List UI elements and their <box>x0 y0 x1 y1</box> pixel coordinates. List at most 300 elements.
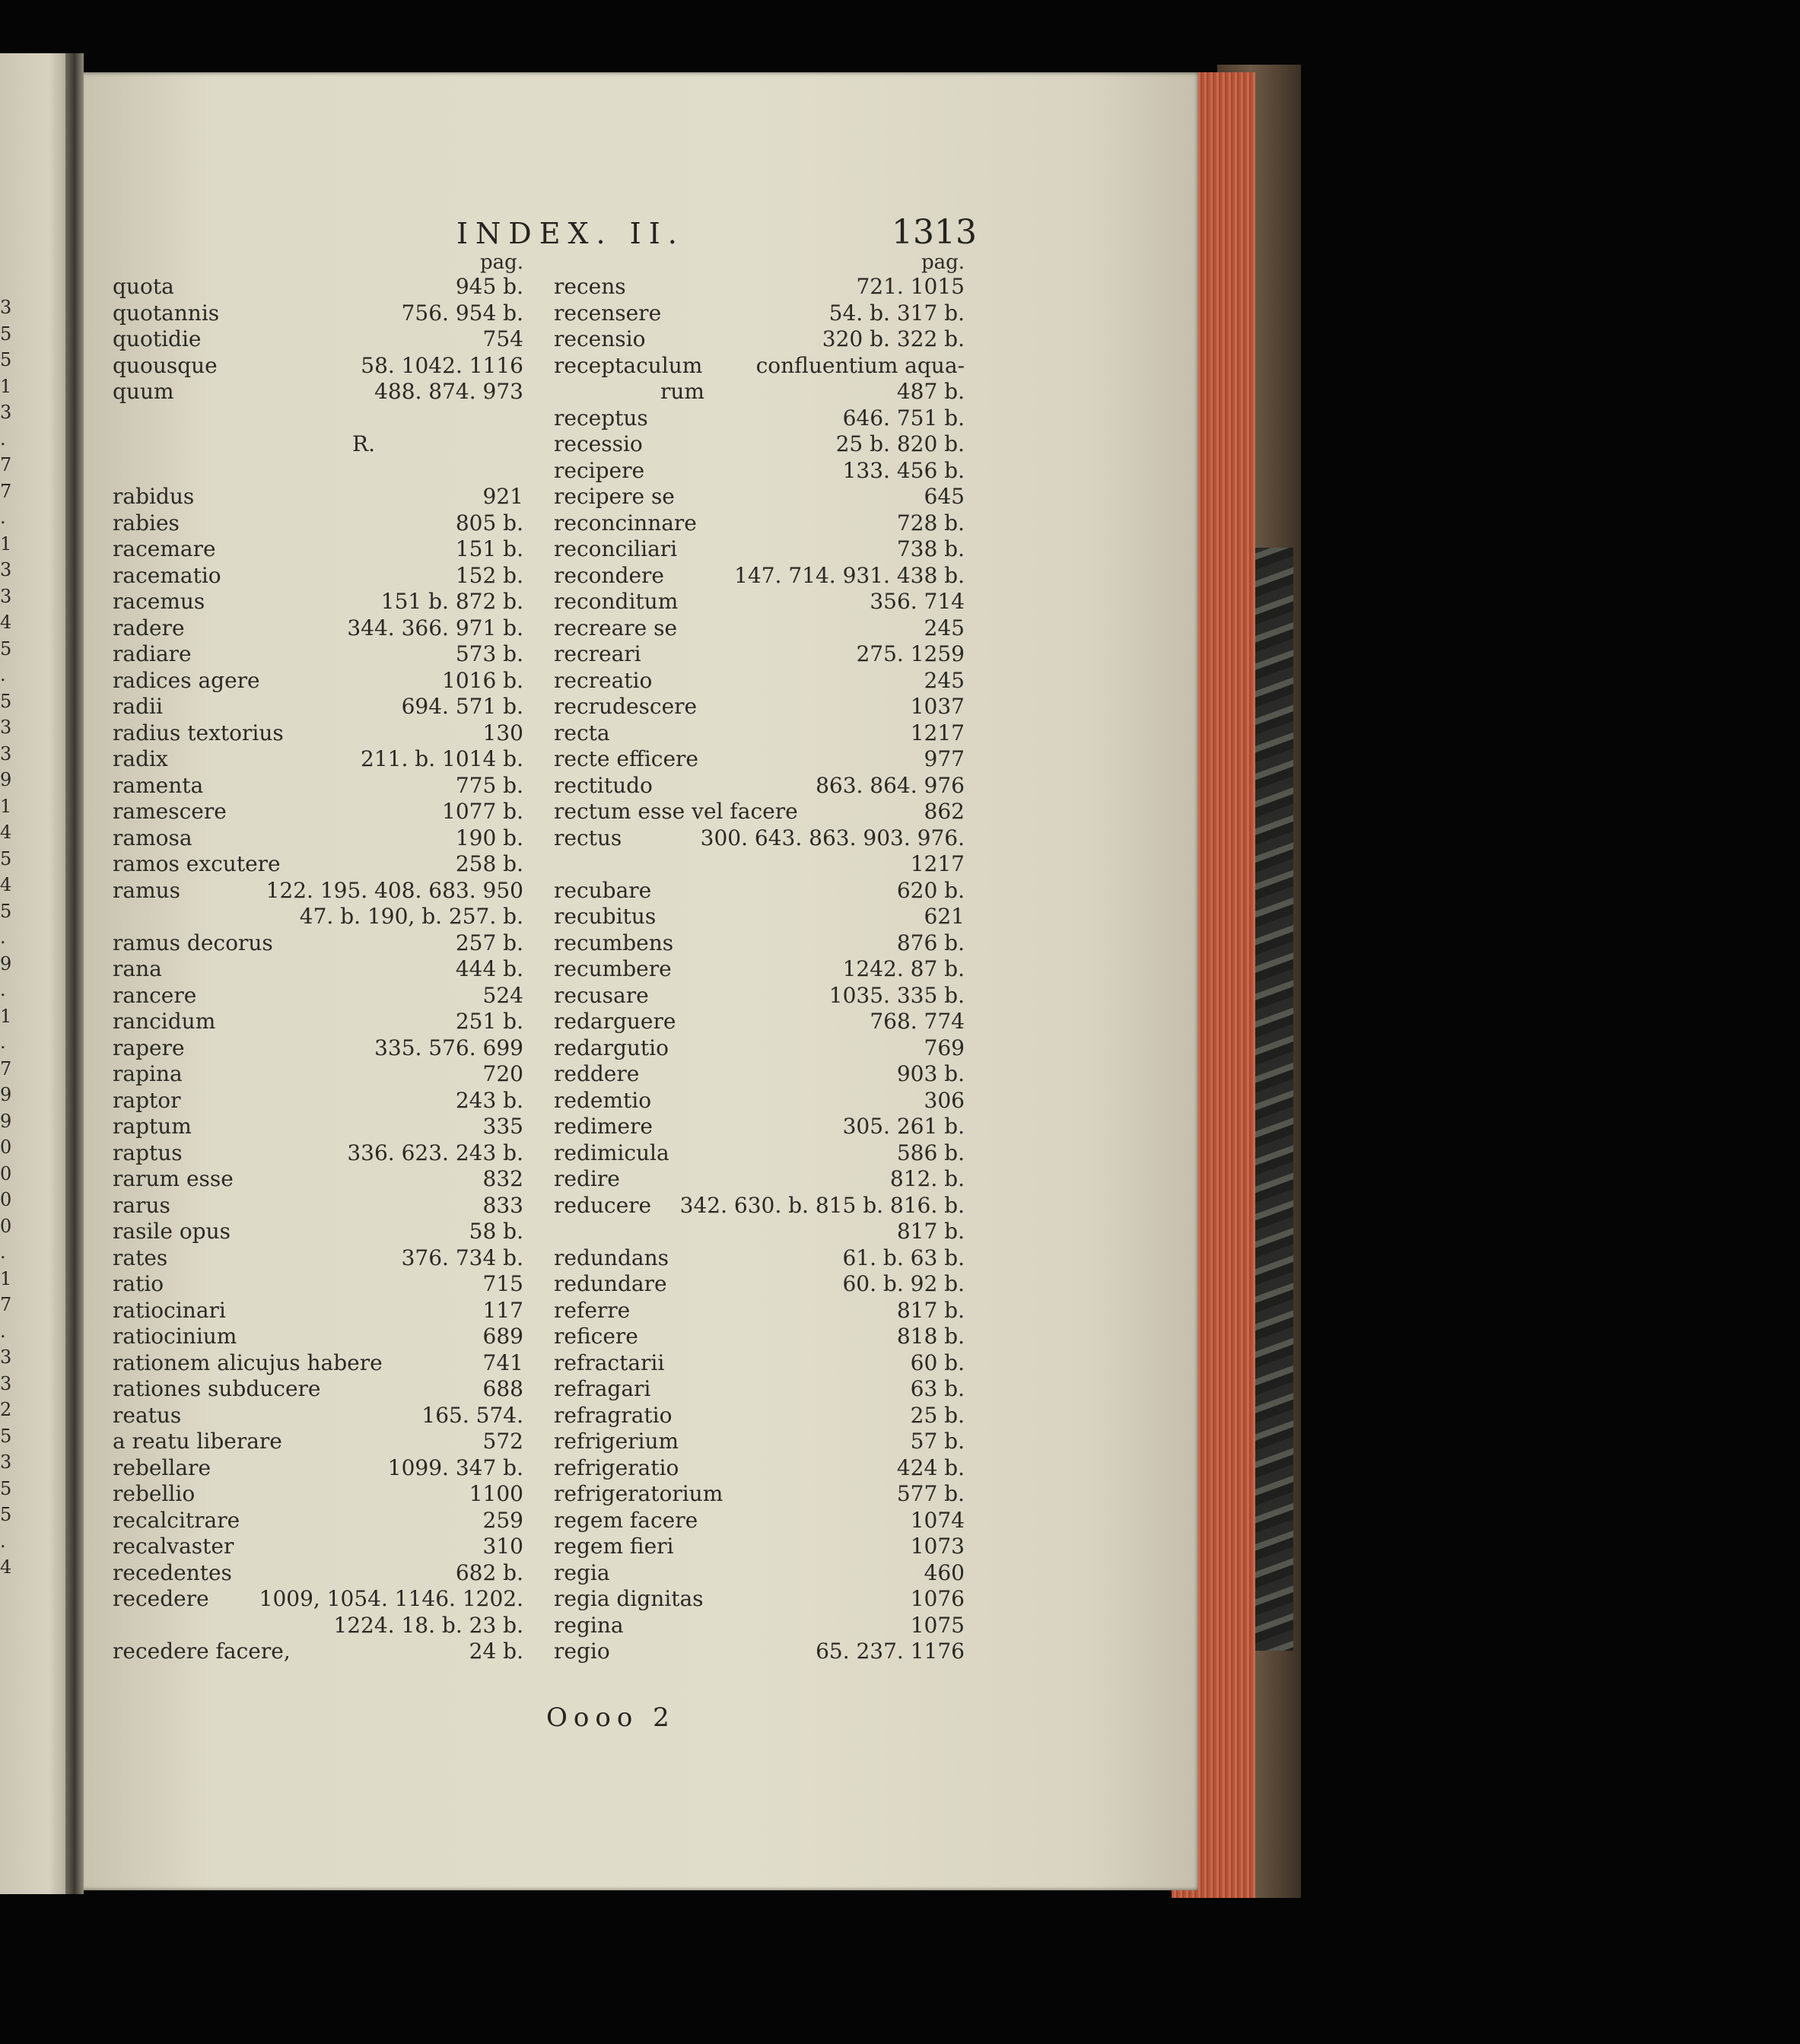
index-term: recreatio <box>554 667 653 693</box>
index-pages: 812. b. <box>889 1166 965 1191</box>
index-entry <box>113 773 523 799</box>
index-term: rebellio <box>113 1481 196 1506</box>
index-pages: 805 b. <box>455 510 523 536</box>
index-term: racematio <box>113 562 221 588</box>
index-pages: 621 <box>924 904 965 929</box>
index-pages: 572 <box>482 1429 523 1454</box>
left-page-margin-number: 5 <box>0 1425 12 1447</box>
index-pages: 577 b. <box>896 1481 965 1506</box>
left-page-margin-number: 5 <box>0 323 12 345</box>
left-page-margin-number: 3 <box>0 297 12 318</box>
index-entry <box>113 1193 523 1219</box>
left-page-margin-number: 4 <box>0 822 12 843</box>
index-term: regio <box>554 1639 610 1664</box>
left-page-margin-number: 4 <box>0 612 12 633</box>
index-entry <box>113 825 523 852</box>
index-term: recessio <box>554 431 643 456</box>
index-term: ramus <box>113 877 181 903</box>
index-entry <box>554 1193 965 1219</box>
index-term: refractarii <box>554 1349 665 1375</box>
index-pages: 259 <box>482 1507 523 1533</box>
index-pages: 1217 <box>910 851 965 876</box>
index-term: quotidie <box>113 326 202 351</box>
index-entry <box>113 1009 523 1035</box>
index-term: recedentes <box>113 1559 232 1585</box>
index-pages: 620 b. <box>896 877 965 903</box>
index-term: recens <box>554 274 626 299</box>
index-term: recondere <box>554 562 664 588</box>
index-pages: 689 <box>482 1324 523 1349</box>
index-entry <box>113 1481 523 1508</box>
left-page-margin-number: 3 <box>0 559 12 580</box>
index-pages: 245 <box>924 615 965 641</box>
index-term: rapere <box>113 1035 185 1060</box>
index-pages: 862 <box>924 799 965 824</box>
index-entry <box>113 1245 523 1272</box>
index-term: redundans <box>554 1245 669 1270</box>
index-term: recalvaster <box>113 1534 234 1559</box>
index-entry <box>554 1403 965 1429</box>
index-pages: 817 b. <box>896 1219 965 1244</box>
index-pages: 65. 237. 1176 <box>816 1639 965 1664</box>
index-term: a reatu liberare <box>113 1429 282 1454</box>
left-page-margin-number: . <box>0 1241 6 1263</box>
index-pages: 258 b. <box>455 851 523 876</box>
index-term: ramos excutere <box>113 851 281 876</box>
left-page-margin-number: 5 <box>0 847 12 869</box>
index-pages: 487 b. <box>896 379 965 404</box>
index-entry <box>113 1140 523 1167</box>
index-pages: 60. b. 92 b. <box>842 1271 965 1296</box>
index-pages: 58 b. <box>469 1219 523 1244</box>
index-entry <box>554 1324 965 1350</box>
index-term: recreare se <box>554 615 678 641</box>
index-entry <box>554 536 965 563</box>
index-entry <box>554 1061 965 1088</box>
index-entry <box>554 431 965 458</box>
index-entry <box>554 799 965 825</box>
index-entry <box>554 615 965 642</box>
left-page-margin-number: 1 <box>0 375 12 397</box>
index-entry <box>113 589 523 615</box>
index-term: ramescere <box>113 799 227 824</box>
index-pages: 586 b. <box>896 1140 965 1165</box>
index-pages: 524 <box>482 982 523 1008</box>
index-entry <box>554 1245 965 1272</box>
index-entry <box>113 274 523 300</box>
index-pages: 310 <box>482 1534 523 1559</box>
index-entry <box>113 1560 523 1587</box>
book-gutter <box>65 53 84 1894</box>
index-term: refrigeratio <box>554 1454 679 1480</box>
index-pages: 688 <box>482 1376 523 1401</box>
index-entry <box>113 1271 523 1298</box>
index-pages: 1009, 1054. 1146. 1202. <box>259 1586 523 1611</box>
index-pages: 257 b. <box>455 930 523 955</box>
index-pages: 460 <box>924 1559 965 1585</box>
left-page-margin-number: 0 <box>0 1136 12 1158</box>
index-term: referre <box>554 1297 631 1323</box>
index-pages: 58. 1042. 1116 <box>361 352 523 378</box>
index-pages: 1037 <box>910 694 965 719</box>
index-entry <box>113 720 523 747</box>
index-term: reddere <box>554 1061 640 1086</box>
left-page-margin-number: 3 <box>0 717 12 738</box>
index-pages: 147. 714. 931. 438 b. <box>734 562 965 588</box>
index-pages: 122. 195. 408. 683. 950 <box>266 877 523 903</box>
index-term: recta <box>554 720 610 745</box>
index-pages: 694. 571 b. <box>401 694 523 719</box>
index-entry <box>554 720 965 747</box>
index-term: rapina <box>113 1061 183 1086</box>
index-term: reficere <box>554 1324 638 1349</box>
index-pages: 1035. 335 b. <box>828 982 965 1008</box>
left-page-margin-number: 0 <box>0 1189 12 1210</box>
left-page-margin-number: 7 <box>0 1294 12 1315</box>
index-entry <box>113 1324 523 1350</box>
index-term: reducere <box>554 1192 652 1218</box>
index-entry <box>554 1114 965 1140</box>
index-entry <box>113 694 523 720</box>
index-term: refrigeratorium <box>554 1481 723 1506</box>
index-entry <box>554 825 965 852</box>
index-pages: 47. b. 190, b. 257. b. <box>299 904 523 929</box>
index-entry <box>554 1219 965 1245</box>
page-number: 1313 <box>892 213 977 252</box>
index-term: radix <box>113 746 168 771</box>
index-entry <box>113 930 523 957</box>
index-term: reatus <box>113 1402 182 1428</box>
index-term: recumbere <box>554 956 672 981</box>
index-term: rates <box>113 1245 168 1270</box>
index-entry <box>554 641 965 668</box>
index-entry <box>554 326 965 353</box>
index-term: raptum <box>113 1114 192 1139</box>
index-pages: 863. 864. 976 <box>816 772 965 798</box>
index-pages: 275. 1259 <box>856 641 965 666</box>
index-term: redire <box>554 1166 620 1191</box>
left-page-margin-number: . <box>0 979 6 1000</box>
index-term: regem fieri <box>554 1534 674 1559</box>
index-pages: 756. 954 b. <box>401 300 523 326</box>
index-pages: 152 b. <box>455 562 523 588</box>
index-entry <box>554 773 965 799</box>
index-entry <box>554 510 965 537</box>
index-term: racemare <box>113 536 216 561</box>
index-entry <box>113 1166 523 1193</box>
index-pages: 305. 261 b. <box>842 1114 965 1139</box>
index-term: rana <box>113 956 162 981</box>
index-pages: confluentium aqua- <box>755 352 965 378</box>
index-pages: 245 <box>924 667 965 693</box>
index-term: recte efficere <box>554 746 698 771</box>
index-pages: 335 <box>482 1114 523 1139</box>
index-pages: 117 <box>482 1297 523 1323</box>
left-page-margin-number: 3 <box>0 585 12 607</box>
index-entry <box>554 694 965 720</box>
index-term: refrigerium <box>554 1429 679 1454</box>
index-term: radere <box>113 615 185 641</box>
index-entry <box>113 1508 523 1534</box>
left-page-margin-number: . <box>0 1530 6 1552</box>
index-term: redarguere <box>554 1009 676 1034</box>
index-entry <box>113 904 523 930</box>
index-term: rectitudo <box>554 772 653 798</box>
index-pages: 25 b. 820 b. <box>835 431 965 456</box>
left-page-margin-number: 4 <box>0 874 12 895</box>
index-pages: 1242. 87 b. <box>842 956 965 981</box>
left-page-margin-number: 9 <box>0 1110 12 1132</box>
index-term: rarus <box>113 1192 170 1218</box>
index-entry <box>113 484 523 510</box>
index-entry <box>554 563 965 590</box>
index-term: recumbens <box>554 930 674 955</box>
index-pages: 151 b. <box>455 536 523 561</box>
index-term: recrudescere <box>554 694 698 719</box>
index-pages: 977 <box>924 746 965 771</box>
index-entry <box>113 641 523 668</box>
index-term: recensio <box>554 326 646 351</box>
pag-label-left: pag. <box>479 251 523 274</box>
index-term: ratiocinari <box>113 1297 226 1323</box>
index-term: rectus <box>554 825 622 850</box>
left-page-margin-number: 3 <box>0 402 12 423</box>
index-pages: 728 b. <box>896 510 965 536</box>
index-term: refragratio <box>554 1402 673 1428</box>
left-page-margin-number: 0 <box>0 1162 12 1184</box>
index-entry <box>554 274 965 300</box>
index-pages: 754 <box>482 326 523 351</box>
index-term: reconciliari <box>554 536 678 561</box>
index-entry <box>113 1088 523 1114</box>
index-entry <box>113 1534 523 1560</box>
index-entry <box>554 1429 965 1455</box>
index-pages: 1076 <box>910 1586 965 1611</box>
index-pages: 488. 874. 973 <box>374 379 523 404</box>
index-pages: 306 <box>924 1087 965 1113</box>
left-page-margin-number: 1 <box>0 795 12 817</box>
index-pages: 1073 <box>910 1534 965 1559</box>
index-entry <box>113 353 523 380</box>
index-entry <box>554 379 965 405</box>
index-term: rarum esse <box>113 1166 234 1191</box>
index-pages: 54. b. 317 b. <box>828 300 965 326</box>
index-term: regina <box>554 1612 624 1638</box>
index-entry <box>554 458 965 485</box>
index-pages: 25 b. <box>910 1402 965 1428</box>
index-pages: 60 b. <box>910 1349 965 1375</box>
index-term: redundare <box>554 1271 667 1296</box>
index-pages: 376. 734 b. <box>401 1245 523 1270</box>
index-pages: 165. 574. <box>421 1402 523 1428</box>
index-entry <box>554 1560 965 1587</box>
index-entry <box>113 746 523 773</box>
index-pages: 876 b. <box>896 930 965 955</box>
index-pages: 832 <box>482 1166 523 1191</box>
index-term: rebellare <box>113 1454 211 1480</box>
index-pages: 151 b. 872 b. <box>380 589 523 614</box>
index-term: ramosa <box>113 825 192 850</box>
index-term: rancere <box>113 982 197 1008</box>
index-term: quum <box>113 379 174 404</box>
left-page-margin-number: 3 <box>0 1451 12 1473</box>
left-page-margin-number: . <box>0 664 6 685</box>
index-pages: 133. 456 b. <box>842 457 965 483</box>
index-pages: 645 <box>924 484 965 509</box>
left-page-margin-number: 1 <box>0 532 12 555</box>
index-pages: 1099. 347 b. <box>387 1454 523 1480</box>
index-entry <box>554 956 965 983</box>
left-page-margin-number: 3 <box>0 1346 12 1368</box>
index-entry <box>113 1061 523 1088</box>
index-term: rectum esse vel facere <box>554 799 798 824</box>
index-term: redimicula <box>554 1140 669 1165</box>
index-entry <box>554 1534 965 1560</box>
index-pages: 682 b. <box>455 1559 523 1585</box>
index-term: radiare <box>113 641 192 666</box>
index-pages: 1217 <box>910 720 965 745</box>
index-pages: 211. b. 1014 b. <box>361 746 523 771</box>
index-term: racemus <box>113 589 205 614</box>
index-pages: 817 b. <box>896 1297 965 1323</box>
index-entry <box>554 300 965 327</box>
index-entry <box>113 1350 523 1377</box>
left-page-margin-number: 5 <box>0 1504 12 1525</box>
left-page-margin-number: . <box>0 1032 6 1053</box>
index-term: rum <box>660 379 704 404</box>
index-pages: 344. 366. 971 b. <box>347 615 523 641</box>
index-entry <box>113 1298 523 1324</box>
index-entry <box>113 300 523 327</box>
index-entry <box>113 1376 523 1403</box>
index-term: recubitus <box>554 904 657 929</box>
left-page-margin-number: 3 <box>0 742 12 765</box>
index-column-left <box>113 251 523 1665</box>
index-entry <box>113 878 523 904</box>
left-page-margin-number: 5 <box>0 637 12 660</box>
left-page-margin-number: 5 <box>0 1477 12 1499</box>
index-term: refragari <box>554 1376 651 1401</box>
left-page-margin-number: 9 <box>0 769 12 790</box>
left-page-margin-number: . <box>0 507 6 528</box>
index-entry <box>113 1639 523 1665</box>
index-entry <box>554 930 965 957</box>
index-term: ratio <box>113 1271 164 1296</box>
index-term: rancidum <box>113 1009 216 1034</box>
index-entry <box>554 1009 965 1035</box>
left-page-strip <box>0 53 70 1894</box>
index-term: recipere <box>554 457 645 483</box>
index-pages: 833 <box>482 1192 523 1218</box>
left-page-margin-number: 9 <box>0 952 12 974</box>
index-term: redargutio <box>554 1035 669 1060</box>
index-pages: 300. 643. 863. 903. 976. <box>700 825 965 850</box>
index-entry <box>113 405 523 432</box>
index-pages: 921 <box>482 484 523 509</box>
index-entry <box>554 1586 965 1613</box>
index-pages: 646. 751 b. <box>842 405 965 431</box>
index-pages: 335. 576. 699 <box>374 1035 523 1060</box>
index-pages: 342. 630. b. 815 b. 816. b. <box>679 1192 965 1218</box>
index-term: receptus <box>554 405 648 431</box>
index-entry <box>554 1140 965 1167</box>
index-entry <box>554 1088 965 1114</box>
index-entry <box>554 1508 965 1534</box>
index-term: recusare <box>554 982 649 1008</box>
index-term: reconcinnare <box>554 510 697 536</box>
index-entry <box>113 326 523 353</box>
index-entry <box>554 1298 965 1324</box>
index-term: recubare <box>554 877 652 903</box>
index-entry <box>554 878 965 904</box>
index-entry <box>554 1035 965 1062</box>
index-term: ratiocinium <box>113 1324 237 1349</box>
index-term: regia dignitas <box>554 1586 704 1611</box>
index-entry <box>554 353 965 380</box>
index-term: recalcitrare <box>113 1507 240 1533</box>
index-entry <box>554 1613 965 1639</box>
index-pages: 903 b. <box>896 1061 965 1086</box>
index-pages: 769 <box>924 1035 965 1060</box>
index-term: regia <box>554 1559 610 1585</box>
index-entry <box>113 379 523 405</box>
index-pages: 251 b. <box>455 1009 523 1034</box>
index-term: quota <box>113 274 174 299</box>
left-page-margin-number: 9 <box>0 1084 12 1105</box>
index-pages: 1074 <box>910 1507 965 1533</box>
index-pages: 63 b. <box>910 1376 965 1401</box>
index-pages: 61. b. 63 b. <box>842 1245 965 1270</box>
index-entry <box>113 1219 523 1245</box>
index-pages: 130 <box>482 720 523 745</box>
index-entry <box>554 1271 965 1298</box>
index-term: recedere facere, <box>113 1639 291 1664</box>
index-entry <box>554 1639 965 1665</box>
index-entry <box>113 458 523 485</box>
index-term: recensere <box>554 300 662 326</box>
index-term: recedere <box>113 1586 209 1611</box>
index-term: radius textorius <box>113 720 284 745</box>
index-entry <box>113 983 523 1009</box>
index-pages: 720 <box>482 1061 523 1086</box>
index-term: ramenta <box>113 772 204 798</box>
index-entry <box>113 799 523 825</box>
index-pages: 818 b. <box>896 1324 965 1349</box>
index-pages: 1100 <box>469 1481 523 1506</box>
left-page-margin-number: . <box>0 927 6 948</box>
left-page-margin-number: 1 <box>0 1005 12 1027</box>
index-pages: 775 b. <box>455 772 523 798</box>
index-pages: 57 b. <box>910 1429 965 1454</box>
index-entry <box>554 484 965 510</box>
left-page-margin-number: 5 <box>0 349 12 370</box>
index-pages: 190 b. <box>455 825 523 850</box>
index-term: quousque <box>113 352 218 378</box>
index-term: rabidus <box>113 484 195 509</box>
left-page-margin-number: 7 <box>0 454 12 475</box>
index-pages: 444 b. <box>455 956 523 981</box>
index-entry <box>113 536 523 563</box>
index-pages: 320 b. 322 b. <box>822 326 965 351</box>
index-pages: 741 <box>482 1349 523 1375</box>
index-entry <box>113 563 523 590</box>
index-pages: 1075 <box>910 1612 965 1638</box>
index-entry <box>554 589 965 615</box>
index-term: quotannis <box>113 300 220 326</box>
index-entry <box>113 668 523 695</box>
left-page-margin-number: 0 <box>0 1215 12 1237</box>
index-column-right <box>554 251 965 1665</box>
